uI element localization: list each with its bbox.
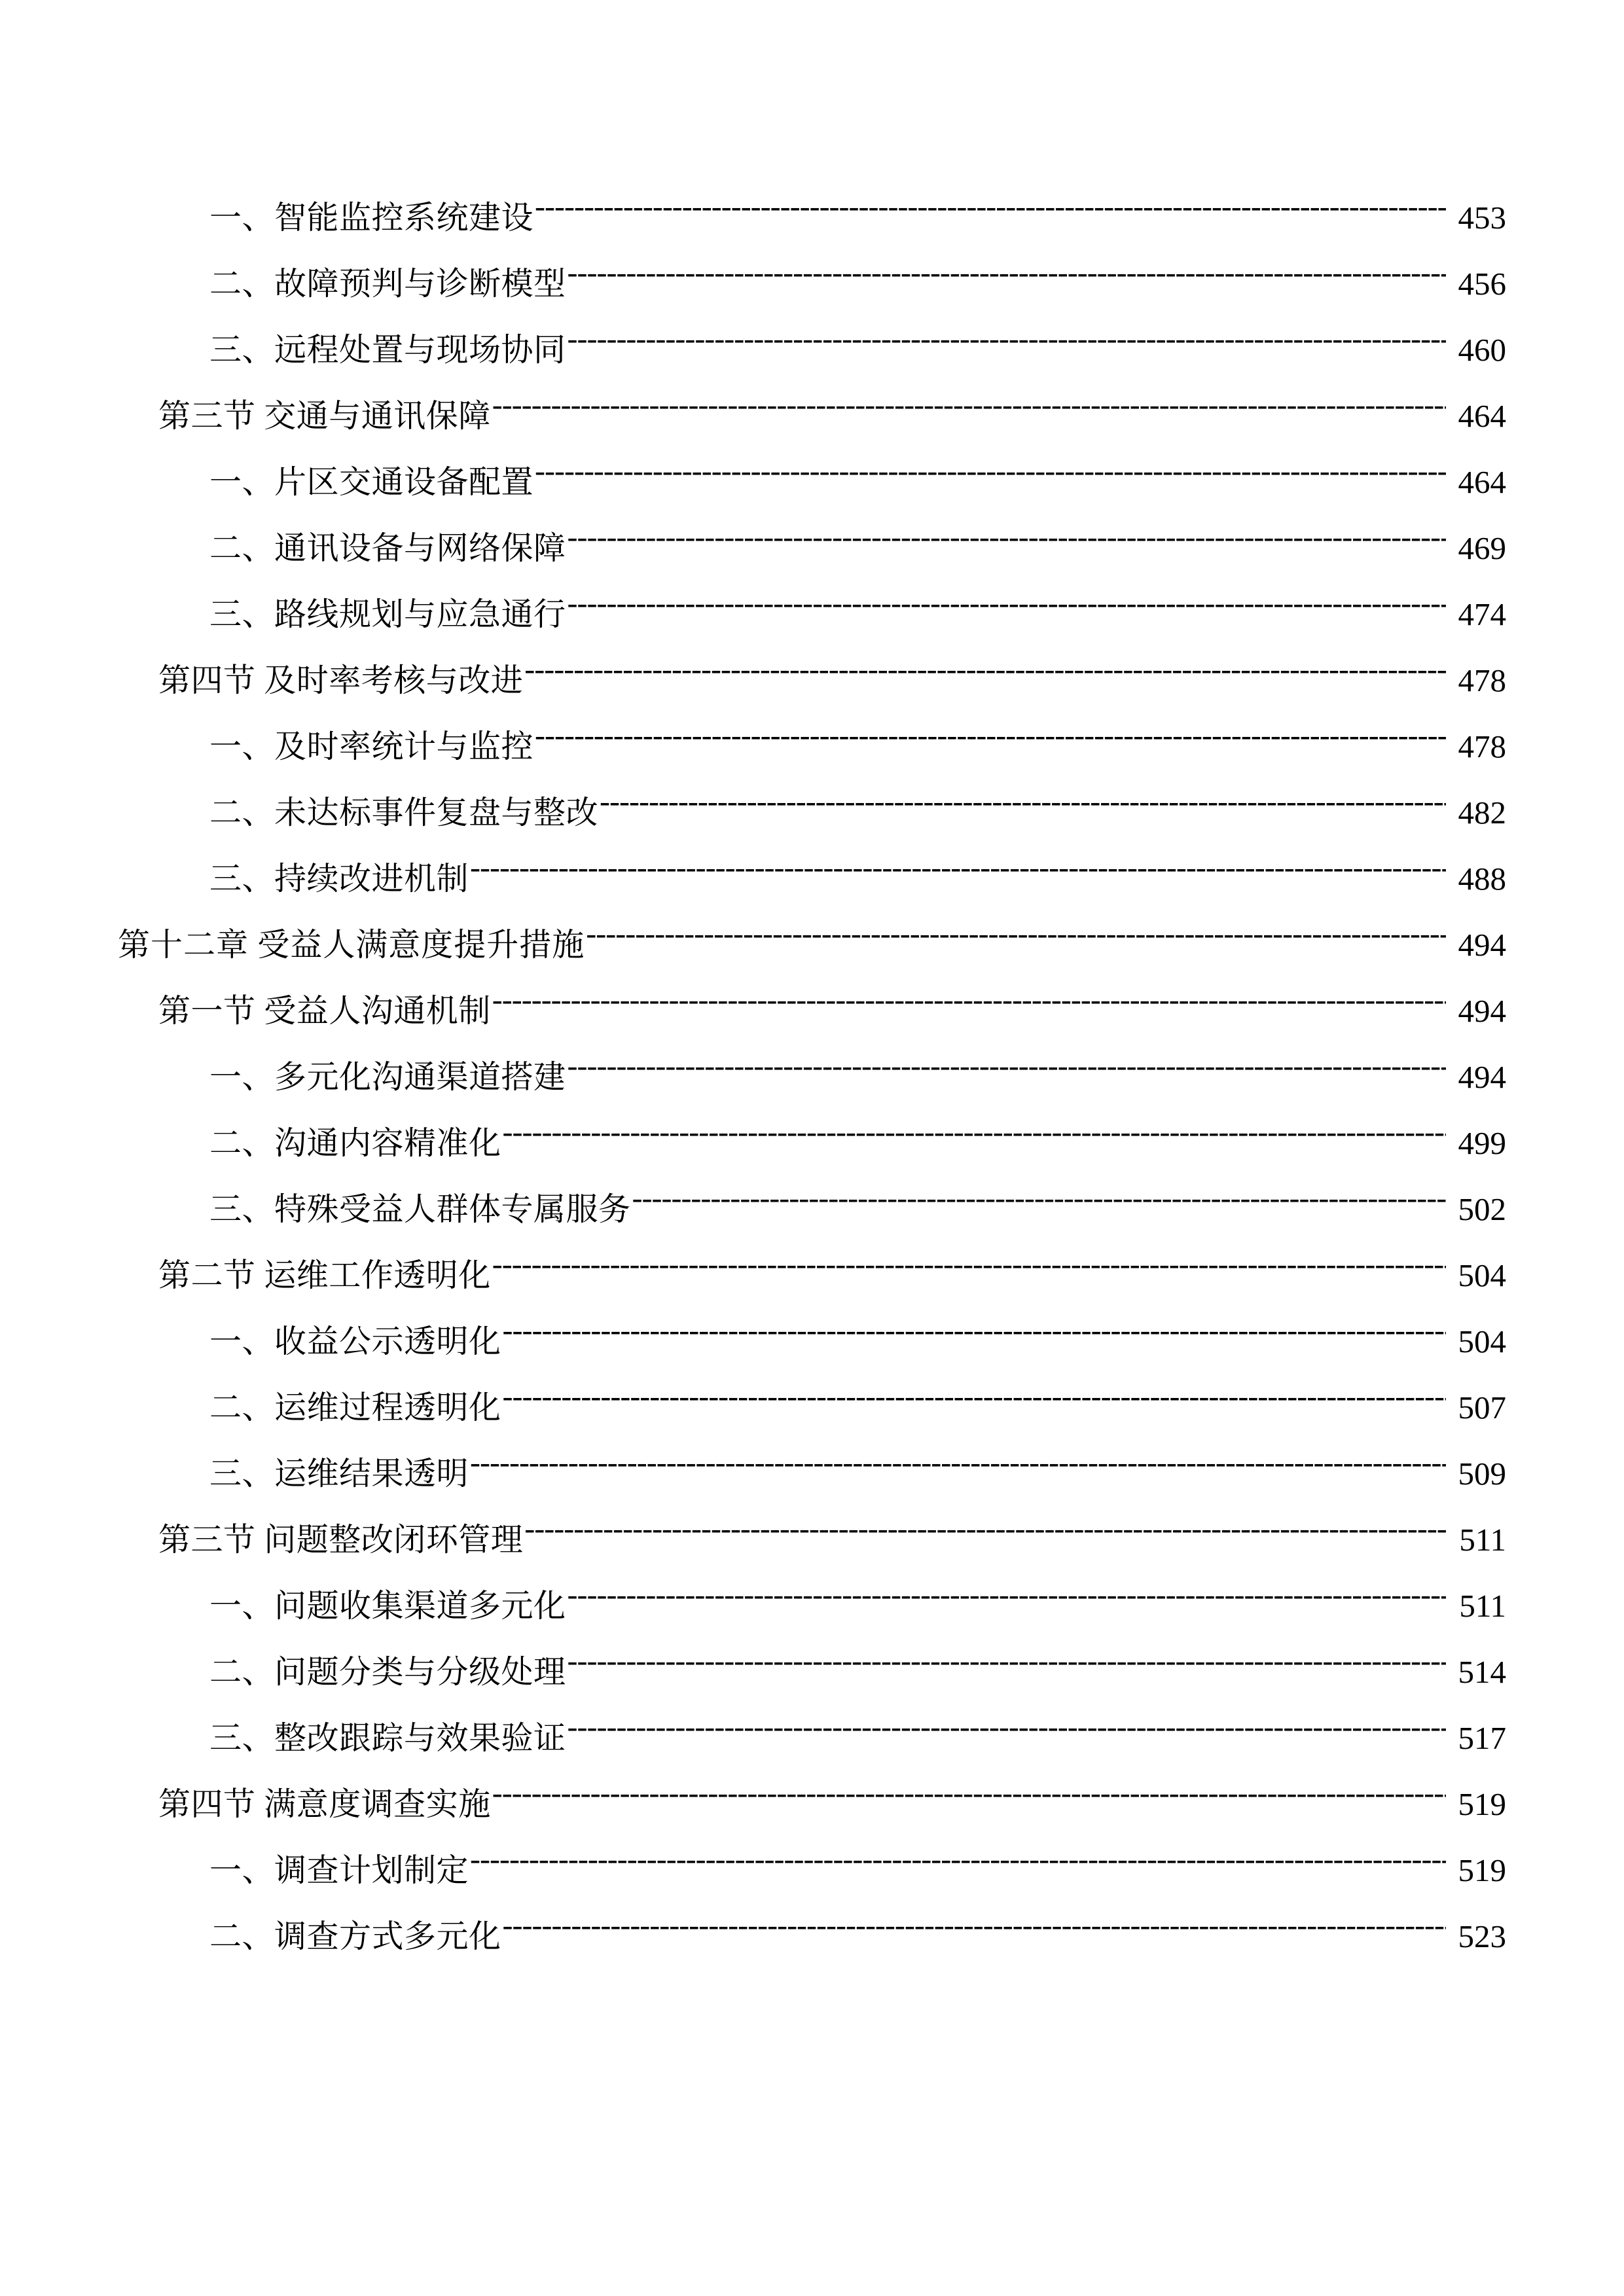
- toc-entry[interactable]: [118, 1122, 1506, 1159]
- toc-leader-dots: [503, 1320, 1446, 1352]
- toc-entry[interactable]: [118, 924, 1506, 961]
- toc-entry-label: 二、故障预判与诊断模型: [209, 266, 566, 302]
- toc-entry[interactable]: [118, 1452, 1506, 1490]
- toc-entry[interactable]: [118, 1386, 1506, 1424]
- toc-entry-label: 第四节 及时率考核与改进: [158, 662, 524, 698]
- toc-entry[interactable]: [118, 1254, 1506, 1291]
- toc-entry-label: 三、运维结果透明: [209, 1456, 469, 1492]
- toc-entry-page-number: 464: [1458, 398, 1506, 434]
- toc-entry[interactable]: [118, 527, 1506, 564]
- toc-entry[interactable]: [118, 1915, 1506, 1952]
- toc-entry-page-number: 453: [1458, 200, 1506, 236]
- toc-entry-page-number: 519: [1458, 1852, 1506, 1888]
- toc-entry-label: 三、持续改进机制: [209, 861, 469, 897]
- toc-entry-page-number: 488: [1458, 861, 1506, 897]
- toc-entry-label: 二、运维过程透明化: [209, 1390, 501, 1426]
- toc-entry-label: 第十二章 受益人满意度提升措施: [118, 927, 585, 963]
- toc-entry-label: 一、智能监控系统建设: [209, 200, 534, 236]
- toc-entry-label: 一、问题收集渠道多元化: [209, 1588, 566, 1624]
- toc-entry-label: 一、及时率统计与监控: [209, 728, 534, 764]
- toc-entry-page-number: 494: [1458, 993, 1506, 1029]
- toc-leader-dots: [470, 857, 1446, 889]
- toc-entry[interactable]: [118, 1783, 1506, 1820]
- toc-entry-page-number: 494: [1458, 927, 1506, 963]
- toc-entry-page-number: 517: [1458, 1720, 1506, 1756]
- toc-entry-page-number: 494: [1458, 1059, 1506, 1095]
- toc-leader-dots: [503, 1386, 1446, 1418]
- toc-entry-page-number: 504: [1458, 1257, 1506, 1293]
- toc-entry-page-number: 519: [1458, 1786, 1506, 1822]
- toc-entry-page-number: 464: [1458, 464, 1506, 500]
- toc-entry-label: 一、多元化沟通渠道搭建: [209, 1059, 566, 1095]
- toc-entry[interactable]: [118, 395, 1506, 432]
- toc-entry-label: 二、通讯设备与网络保障: [209, 530, 566, 566]
- toc-entry-label: 第三节 交通与通讯保障: [158, 398, 491, 434]
- toc-leader-dots: [524, 1518, 1446, 1551]
- toc-entry[interactable]: [118, 1651, 1506, 1688]
- toc-leader-dots: [492, 395, 1446, 427]
- toc-leader-dots: [503, 1122, 1446, 1154]
- toc-leader-dots: [470, 1849, 1446, 1881]
- toc-entry-label: 第二节 运维工作透明化: [158, 1257, 491, 1293]
- toc-leader-dots: [568, 1056, 1446, 1088]
- toc-entry[interactable]: [118, 659, 1506, 696]
- toc-leader-dots: [535, 461, 1446, 493]
- toc-leader-dots: [568, 1651, 1446, 1683]
- toc-leader-dots: [470, 1452, 1446, 1484]
- toc-leader-dots: [492, 990, 1446, 1022]
- toc-entry-label: 三、整改跟踪与效果验证: [209, 1720, 566, 1756]
- toc-entry[interactable]: [118, 1320, 1506, 1357]
- toc-entry-label: 三、远程处置与现场协同: [209, 332, 566, 368]
- toc-entry-label: 一、片区交通设备配置: [209, 464, 534, 500]
- toc-entry[interactable]: [118, 1518, 1506, 1556]
- toc-entry-label: 三、路线规划与应急通行: [209, 596, 566, 632]
- toc-entry-page-number: 474: [1458, 596, 1506, 632]
- toc-entry-page-number: 511: [1459, 1522, 1506, 1558]
- toc-entry-page-number: 509: [1458, 1456, 1506, 1492]
- toc-leader-dots: [503, 1915, 1446, 1947]
- toc-entry[interactable]: [118, 725, 1506, 762]
- toc-entry-page-number: 511: [1459, 1588, 1506, 1624]
- toc-leader-dots: [524, 659, 1446, 691]
- toc-entry-page-number: 502: [1458, 1191, 1506, 1227]
- toc-entry-page-number: 469: [1458, 530, 1506, 566]
- toc-leader-dots: [535, 196, 1446, 228]
- toc-entry-label: 一、收益公示透明化: [209, 1323, 501, 1359]
- toc-entry-page-number: 478: [1458, 728, 1506, 764]
- toc-entry-label: 二、未达标事件复盘与整改: [209, 795, 599, 831]
- toc-entry-label: 第三节 问题整改闭环管理: [158, 1522, 524, 1558]
- toc-entry[interactable]: [118, 1188, 1506, 1225]
- toc-leader-dots: [568, 262, 1446, 295]
- toc-entry-label: 三、特殊受益人群体专属服务: [209, 1191, 631, 1227]
- toc-entry[interactable]: [118, 196, 1506, 234]
- toc-entry-page-number: 456: [1458, 266, 1506, 302]
- toc-entry[interactable]: [118, 593, 1506, 630]
- toc-entry[interactable]: [118, 1585, 1506, 1622]
- toc-leader-dots: [586, 924, 1446, 956]
- toc-entry[interactable]: [118, 857, 1506, 895]
- toc-entry[interactable]: [118, 990, 1506, 1027]
- toc-entry-page-number: 460: [1458, 332, 1506, 368]
- toc-entry[interactable]: [118, 1056, 1506, 1093]
- toc-leader-dots: [568, 593, 1446, 625]
- toc-leader-dots: [568, 1585, 1446, 1617]
- toc-entry-label: 第一节 受益人沟通机制: [158, 993, 491, 1029]
- toc-entry-page-number: 523: [1458, 1918, 1506, 1954]
- toc-entry-page-number: 514: [1458, 1654, 1506, 1690]
- toc-leader-dots: [568, 1717, 1446, 1749]
- toc-entry-label: 一、调查计划制定: [209, 1852, 469, 1888]
- toc-entry-page-number: 499: [1458, 1125, 1506, 1161]
- toc-entry-label: 二、问题分类与分级处理: [209, 1654, 566, 1690]
- toc-entry[interactable]: [118, 1717, 1506, 1754]
- toc-leader-dots: [535, 725, 1446, 757]
- toc-entry[interactable]: [118, 329, 1506, 366]
- toc-entry[interactable]: [118, 1849, 1506, 1886]
- toc-entry-page-number: 482: [1458, 795, 1506, 831]
- toc-leader-dots: [568, 527, 1446, 559]
- toc-entry-label: 二、调查方式多元化: [209, 1918, 501, 1954]
- toc-entry-label: 第四节 满意度调查实施: [158, 1786, 491, 1822]
- toc-leader-dots: [632, 1188, 1446, 1220]
- toc-entry-page-number: 478: [1458, 662, 1506, 698]
- toc-entry-page-number: 507: [1458, 1390, 1506, 1426]
- toc-entry-label: 二、沟通内容精准化: [209, 1125, 501, 1161]
- toc-leader-dots: [492, 1783, 1446, 1815]
- toc-leader-dots: [600, 791, 1446, 823]
- toc-entry[interactable]: [118, 791, 1506, 829]
- table-of-contents: [118, 196, 1506, 1952]
- toc-entry[interactable]: [118, 461, 1506, 498]
- toc-leader-dots: [492, 1254, 1446, 1286]
- toc-leader-dots: [568, 329, 1446, 361]
- toc-entry-page-number: 504: [1458, 1323, 1506, 1359]
- toc-entry[interactable]: [118, 262, 1506, 300]
